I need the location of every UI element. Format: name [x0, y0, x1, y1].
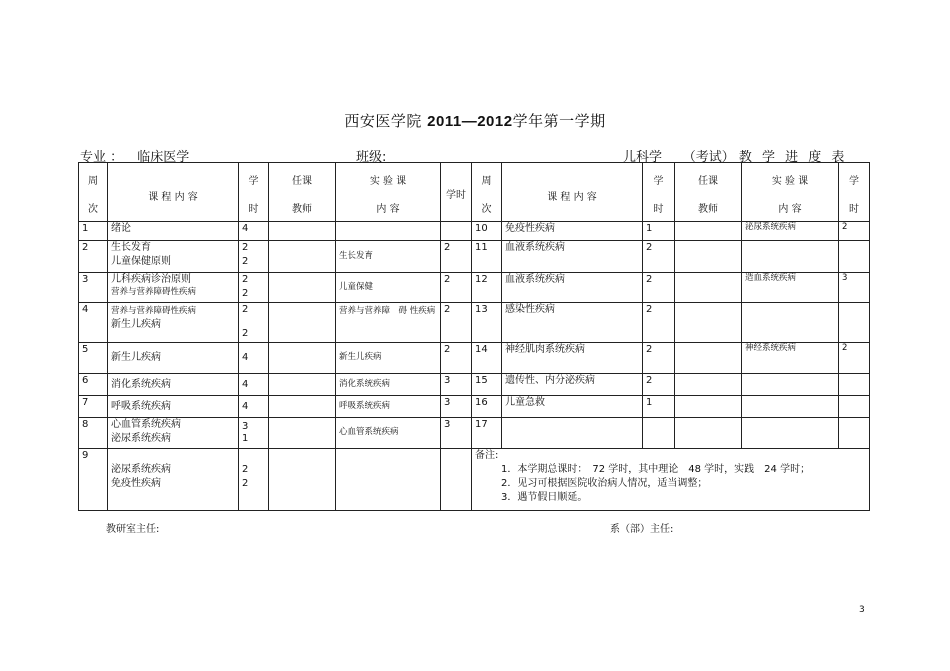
- content-cell: 绪论: [108, 222, 239, 241]
- hours-cell: [239, 273, 269, 303]
- content-cell-r: 血液系统疾病: [502, 273, 643, 303]
- note-item: 3．遇节假日顺延。: [501, 492, 588, 503]
- week-cell-r: 13: [472, 303, 502, 343]
- header-hours-r-last: 学: [849, 176, 859, 187]
- lab-cell-r: [742, 374, 839, 396]
- header-content: 课 程 内 容: [148, 192, 198, 203]
- lab-hours-cell: 2: [441, 343, 472, 374]
- hours-cell-r: 2: [643, 273, 675, 303]
- header-row: [79, 163, 870, 222]
- week-cell: 9: [79, 449, 108, 511]
- hours-cell-r: 2: [643, 343, 675, 374]
- hours-line: 2: [242, 464, 249, 475]
- header-hours-r: 学: [653, 176, 664, 187]
- header-hours-2: 时: [248, 204, 259, 215]
- content-cell: [108, 241, 239, 273]
- lab-cell-r: 造血系统疾病: [742, 273, 839, 303]
- teacher-cell: [269, 222, 336, 241]
- hours-line: 2: [242, 288, 249, 299]
- hours-line: 2: [242, 256, 249, 267]
- lab-cell-r: 泌尿系统疾病: [742, 222, 839, 241]
- lab-hours-cell-r: 3: [839, 273, 870, 303]
- table-row: [79, 374, 870, 396]
- header-lab-r: 实 验 课: [771, 176, 809, 187]
- hours-cell: [239, 241, 269, 273]
- table-row: [79, 418, 870, 449]
- teacher-cell: [269, 449, 336, 511]
- header-teacher-2: 教师: [292, 204, 312, 215]
- class-label: 班级:: [356, 150, 387, 165]
- content-line: 营养与营养障碍性疾病: [111, 287, 197, 297]
- header-week-r: 周: [481, 176, 492, 187]
- hours-cell-r: 1: [643, 222, 675, 241]
- teacher-cell: [269, 343, 336, 374]
- lab-cell-r: 神经系统疾病: [742, 343, 839, 374]
- hours-cell: [239, 303, 269, 343]
- content-cell: [108, 273, 239, 303]
- header-teacher-r: 任课: [698, 176, 718, 187]
- lab-hours-cell: [441, 222, 472, 241]
- lab-hours-cell-r: [839, 418, 870, 449]
- hours-cell: 4: [239, 343, 269, 374]
- header-week: 周: [88, 176, 98, 187]
- hours-line: 1: [242, 433, 249, 444]
- week-cell: 5: [79, 343, 108, 374]
- exam-type: （考试）: [682, 150, 735, 165]
- lab-cell: 儿童保健: [336, 273, 441, 303]
- header-week-r-2: 次: [481, 204, 492, 215]
- lab-cell-r: [742, 396, 839, 418]
- content-cell-r: 感染性疾病: [502, 303, 643, 343]
- teacher-cell: [269, 374, 336, 396]
- header-lab: 实 验 课: [369, 176, 407, 187]
- content-cell-r: [502, 418, 643, 449]
- header-lab-2: 内 容: [376, 204, 400, 215]
- content-cell: 消化系统疾病: [108, 374, 239, 396]
- content-line: 儿科疾病诊治原则: [111, 274, 191, 285]
- page-title: [0, 110, 950, 131]
- hours-line: 3: [242, 421, 249, 432]
- week-cell-r: 14: [472, 343, 502, 374]
- lab-hours-cell: 3: [441, 418, 472, 449]
- content-line: 泌尿系统疾病: [111, 464, 171, 475]
- footer-left: 教研室主任:: [106, 524, 160, 535]
- header-teacher-r-2: 教师: [698, 204, 718, 215]
- notes-cell: [472, 449, 870, 511]
- content-cell-r: 神经肌肉系统疾病: [502, 343, 643, 374]
- hours-line: 2: [242, 478, 249, 489]
- table-row: [79, 303, 870, 343]
- hours-cell-r: [643, 418, 675, 449]
- lab-cell: 心血管系统疾病: [336, 418, 441, 449]
- hours-cell: 4: [239, 374, 269, 396]
- hours-cell: 4: [239, 222, 269, 241]
- table-row: [79, 241, 870, 273]
- hours-line: 2: [242, 304, 249, 315]
- header-hours-r-last-2: 时: [849, 204, 859, 215]
- schedule-table: [78, 162, 870, 511]
- week-cell-r: 17: [472, 418, 502, 449]
- lab-cell: 新生儿疾病: [336, 343, 441, 374]
- title-school: 西安医学院: [344, 112, 422, 130]
- lab-cell-r: [742, 303, 839, 343]
- content-line: 营养与营养障碍性疾病: [111, 306, 197, 316]
- content-cell: [108, 418, 239, 449]
- content-line: 免疫性疾病: [111, 478, 161, 489]
- header-content-r: 课 程 内 容: [547, 192, 597, 203]
- content-cell-r: 血液系统疾病: [502, 241, 643, 273]
- hours-cell: [239, 449, 269, 511]
- hours-cell-r: 1: [643, 396, 675, 418]
- lab-hours-cell: 2: [441, 241, 472, 273]
- lab-cell: [336, 449, 441, 511]
- hours-cell: [239, 418, 269, 449]
- teacher-cell: [269, 396, 336, 418]
- teacher-cell-r: [675, 343, 742, 374]
- major-value: 临床医学: [137, 150, 190, 165]
- hours-line: 2: [242, 328, 249, 339]
- table-row: [79, 449, 870, 511]
- header-week-2: 次: [88, 204, 98, 215]
- lab-hours-cell: 3: [441, 396, 472, 418]
- content-line: 儿童保健原则: [111, 256, 171, 267]
- lab-hours-cell-r: 2: [839, 222, 870, 241]
- lab-cell: 生长发育: [336, 241, 441, 273]
- week-cell-r: 11: [472, 241, 502, 273]
- lab-hours-cell-r: [839, 374, 870, 396]
- lab-cell-r: [742, 241, 839, 273]
- teacher-cell-r: [675, 273, 742, 303]
- hours-cell-r: 2: [643, 374, 675, 396]
- lab-hours-cell-r: 2: [839, 343, 870, 374]
- teacher-cell: [269, 418, 336, 449]
- teacher-cell-r: [675, 396, 742, 418]
- lab-cell: 呼吸系统疾病: [336, 396, 441, 418]
- week-cell: 3: [79, 273, 108, 303]
- hours-cell-r: 2: [643, 241, 675, 273]
- hours-line: 2: [242, 274, 249, 285]
- lab-hours-cell: [441, 449, 472, 511]
- content-cell: 呼吸系统疾病: [108, 396, 239, 418]
- content-cell-r: 遗传性、内分泌疾病: [502, 374, 643, 396]
- header-hours-r-2: 时: [653, 204, 664, 215]
- course-name: 儿科学: [623, 150, 663, 165]
- table-row: [79, 222, 870, 241]
- lab-cell: 消化系统疾病: [336, 374, 441, 396]
- teacher-cell: [269, 241, 336, 273]
- teacher-cell-r: [675, 303, 742, 343]
- table-row: [79, 343, 870, 374]
- week-cell-r: 10: [472, 222, 502, 241]
- week-cell: 6: [79, 374, 108, 396]
- week-cell: 7: [79, 396, 108, 418]
- week-cell: 8: [79, 418, 108, 449]
- lab-cell: [336, 222, 441, 241]
- lab-hours-cell-r: [839, 396, 870, 418]
- lab-cell: 营养与营养障 碍 性疾病: [336, 303, 441, 343]
- footer-right: 系（部）主任:: [610, 524, 674, 535]
- note-item: 1．本学期总课时： 72 学时，其中理论 48 学时，实践 24 学时；: [501, 464, 811, 475]
- week-cell-r: 12: [472, 273, 502, 303]
- content-line: 生长发育: [111, 242, 151, 253]
- page-number: 3: [859, 605, 865, 615]
- table-row: [79, 273, 870, 303]
- teacher-cell-r: [675, 374, 742, 396]
- week-cell: 1: [79, 222, 108, 241]
- lab-hours-cell-r: [839, 241, 870, 273]
- content-cell-r: 儿童急救: [502, 396, 643, 418]
- header-teacher: 任课: [292, 176, 312, 187]
- title-years: 2011—2012: [427, 113, 513, 130]
- major-label: 专业 ：: [80, 150, 124, 165]
- lab-hours-cell: 2: [441, 273, 472, 303]
- note-item: 2．见习可根据医院收治病人情况，适当调整；: [501, 478, 708, 489]
- lab-hours-cell-r: [839, 303, 870, 343]
- week-cell-r: 15: [472, 374, 502, 396]
- week-cell: 4: [79, 303, 108, 343]
- table-row: [79, 396, 870, 418]
- week-cell-r: 16: [472, 396, 502, 418]
- lab-cell-r: [742, 418, 839, 449]
- teacher-cell-r: [675, 222, 742, 241]
- header-lab-hours: 学时: [446, 190, 466, 201]
- teacher-cell-r: [675, 418, 742, 449]
- hours-cell-r: 2: [643, 303, 675, 343]
- header-lab-r-2: 内 容: [778, 204, 802, 215]
- lab-hours-cell: 2: [441, 303, 472, 343]
- content-cell: [108, 449, 239, 511]
- content-line: 心血管系统疾病: [111, 419, 181, 430]
- hours-cell: 4: [239, 396, 269, 418]
- title-term: 学年第一学期: [512, 112, 606, 130]
- teacher-cell-r: [675, 241, 742, 273]
- content-line: 新生儿疾病: [111, 318, 161, 330]
- doc-type: 教 学 进 度 表: [738, 150, 848, 165]
- teacher-cell: [269, 273, 336, 303]
- week-cell: 2: [79, 241, 108, 273]
- header-hours: 学: [248, 176, 259, 187]
- content-cell: 新生儿疾病: [108, 343, 239, 374]
- teacher-cell: [269, 303, 336, 343]
- content-line: 泌尿系统疾病: [111, 433, 171, 444]
- hours-line: 2: [242, 242, 249, 253]
- notes-label: 备注:: [475, 450, 499, 461]
- lab-hours-cell: 3: [441, 374, 472, 396]
- content-cell: [108, 303, 239, 343]
- content-cell-r: 免疫性疾病: [502, 222, 643, 241]
